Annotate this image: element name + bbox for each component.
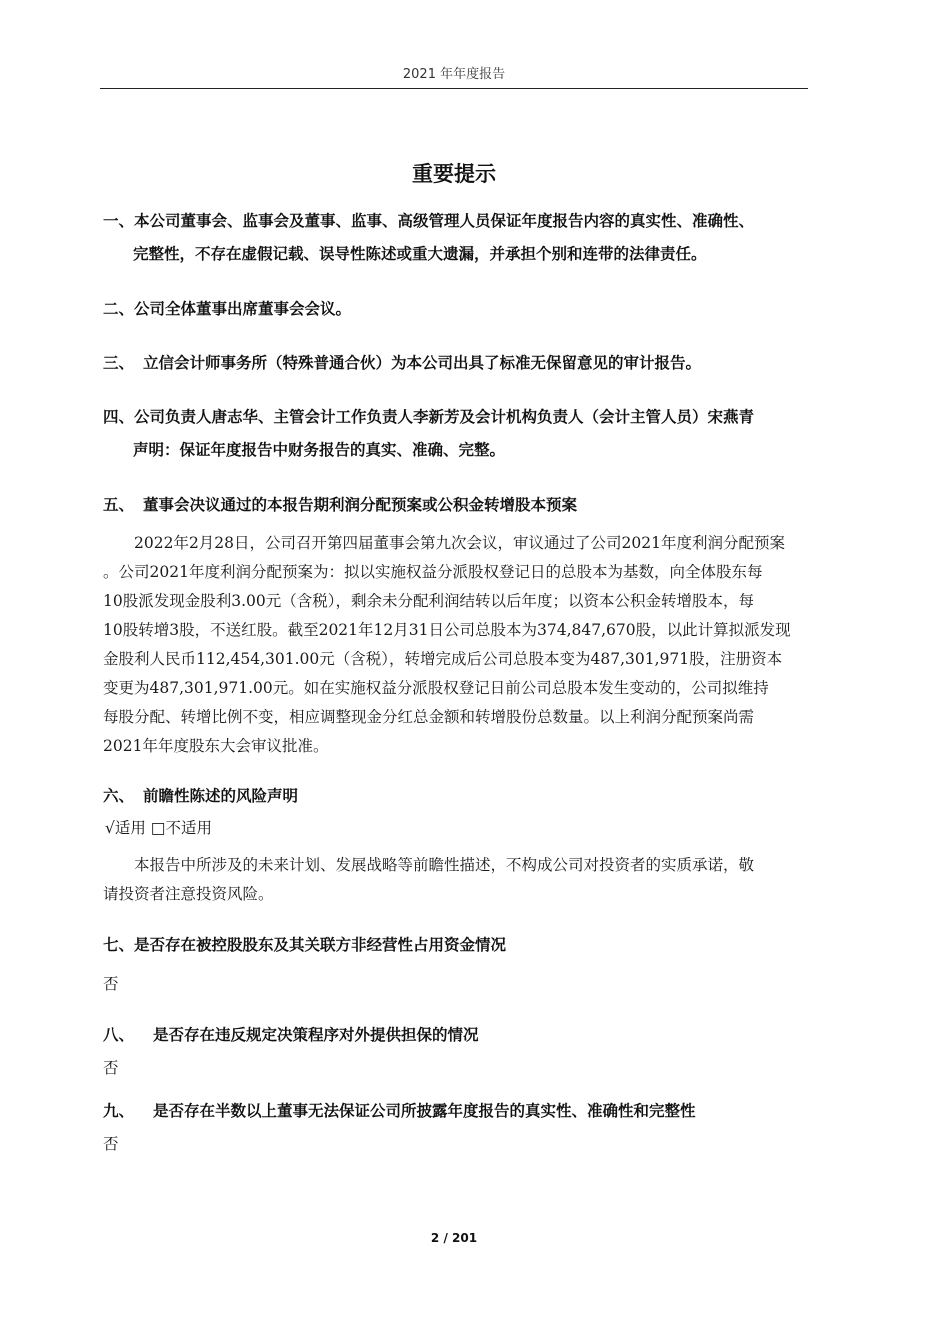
section-8-number: 八、: [103, 1026, 135, 1044]
section-5-body-line-4: 10股转增3股，不送红股。截至2021年12月31日公司总股本为374,847,670股，以此计算拟派发现: [103, 621, 791, 639]
section-5-body-line-5: 金股利人民币112,454,301.00元（含税），转增完成后公司总股本变为487,301,971股，注册资本: [103, 650, 783, 668]
section-5-body-line-2: 。公司2021年度利润分配预案为：拟以实施权益分派股权登记日的总股本为基数，向全体股东每: [103, 563, 763, 581]
section-6-applicability: √适用 □不适用: [105, 819, 212, 837]
section-9-number: 九、: [103, 1102, 135, 1120]
section-2-number: 二、: [103, 300, 135, 318]
section-7-line-1: 是否存在被控股股东及其关联方非经营性占用资金情况: [134, 936, 507, 954]
section-1-line-2: 完整性，不存在虚假记载、误导性陈述或重大遗漏，并承担个别和连带的法律责任。: [133, 245, 707, 263]
document-title: 重要提示: [412, 162, 496, 186]
section-2-line-1: 公司全体董事出席董事会会议。: [134, 300, 352, 318]
section-6-body-line-2: 请投资者注意投资风险。: [103, 885, 274, 903]
section-5-number: 五、: [103, 496, 135, 514]
section-4-line-1: 公司负责人唐志华、主管会计工作负责人李新芳及会计机构负责人（会计主管人员）宋燕青: [134, 408, 755, 426]
section-8-line-1: 是否存在违反规定决策程序对外提供担保的情况: [153, 1026, 479, 1044]
section-5-heading: [103, 494, 811, 516]
section-9-answer: 否: [103, 1135, 119, 1153]
section-5-body-line-7: 每股分配、转增比例不变，相应调整现金分红总金额和转增股份总数量。以上利润分配预案尚需: [103, 708, 755, 726]
page-number: 2 / 201: [430, 1231, 478, 1245]
section-9-line-1: 是否存在半数以上董事无法保证公司所披露年度报告的真实性、准确性和完整性: [153, 1102, 696, 1120]
section-5-body-line-8: 2021年年度股东大会审议批准。: [103, 737, 329, 755]
section-3-line-1: 立信会计师事务所（特殊普通合伙）为本公司出具了标准无保留意见的审计报告。: [143, 354, 702, 372]
section-6-line-1: 前瞻性陈述的风险声明: [143, 787, 299, 805]
section-5-body-line-1: 2022年2月28日，公司召开第四届董事会第九次会议，审议通过了公司2021年度利润分配预案: [103, 534, 785, 552]
section-7-answer: 否: [103, 975, 119, 993]
section-5-body-line-3: 10股派发现金股利3.00元（含税），剩余未分配利润结转以后年度；以资本公积金转增股本，每: [103, 592, 754, 610]
section-1-number: 一、: [103, 212, 135, 230]
section-3-number: 三、: [103, 354, 135, 372]
section-6-heading: [103, 785, 811, 807]
section-4-line-2: 声明：保证年度报告中财务报告的真实、准确、完整。: [133, 441, 506, 459]
section-9-heading: [103, 1100, 811, 1122]
section-2-heading: [103, 298, 811, 320]
section-4-heading: [103, 406, 811, 428]
section-5-line-1: 董事会决议通过的本报告期利润分配预案或公积金转增股本预案: [143, 496, 578, 514]
section-7-heading: [103, 934, 811, 956]
section-5-body-line-6: 变更为487,301,971.00元。如在实施权益分派股权登记日前公司总股本发生变动的，公司拟维持: [103, 679, 769, 697]
section-3-heading: [103, 352, 811, 374]
section-8-answer: 否: [103, 1059, 119, 1077]
section-6-number: 六、: [103, 787, 135, 805]
section-7-number: 七、: [103, 936, 135, 954]
section-8-heading: [103, 1024, 811, 1046]
section-4-number: 四、: [103, 408, 135, 426]
section-1-heading: [103, 210, 811, 232]
header-divider: [100, 88, 808, 89]
section-6-body-line-1: 本报告中所涉及的未来计划、发展战略等前瞻性描述，不构成公司对投资者的实质承诺，敬: [103, 856, 755, 874]
header-title: 2021 年年度报告: [402, 67, 506, 82]
section-1-line-1: 本公司董事会、监事会及董事、监事、高级管理人员保证年度报告内容的真实性、准确性、: [134, 212, 755, 230]
